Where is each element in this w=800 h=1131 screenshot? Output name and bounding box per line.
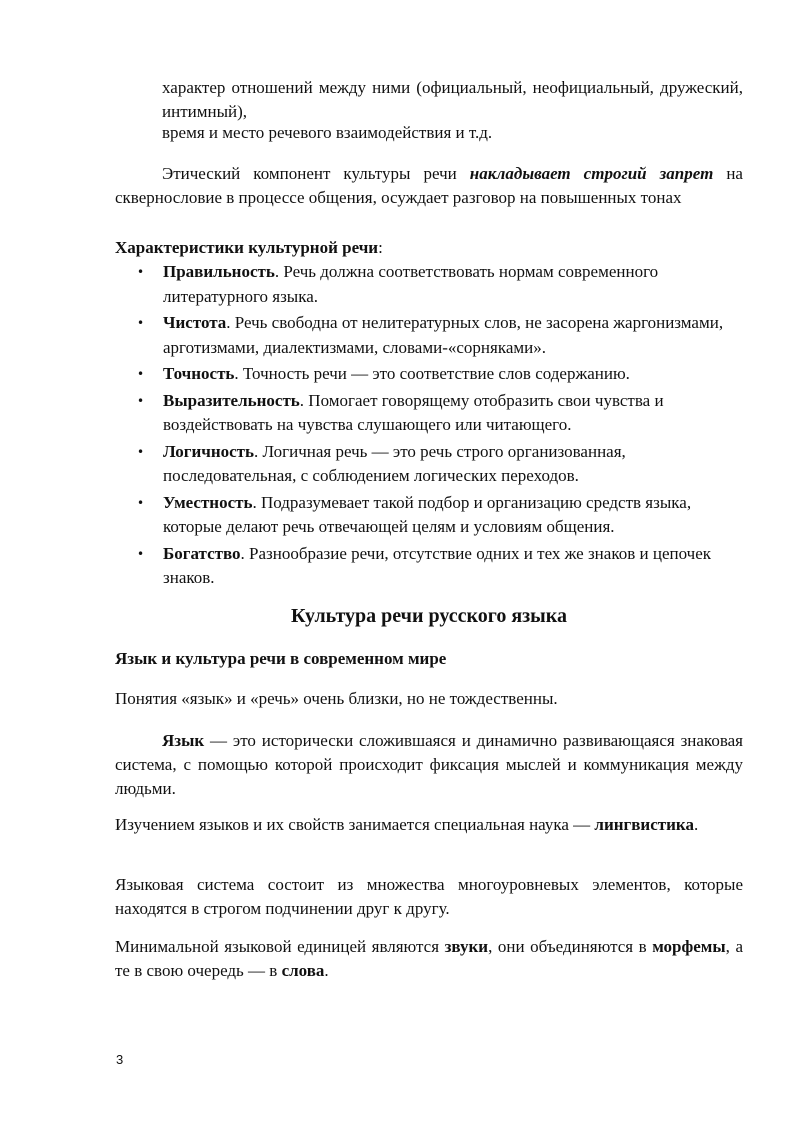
item-term: Логичность — [163, 441, 255, 461]
list-item — [115, 542, 743, 591]
item-term: Уместность — [163, 492, 253, 512]
ethics-text-before: Этический компонент культуры речи — [162, 164, 470, 183]
bullet-icon: • — [137, 546, 145, 561]
item-text: . Логичная речь — это речь строго организованная, последовательная, с соблюдением логических переходов. — [163, 441, 626, 485]
concepts-paragraph: Понятия «язык» и «речь» очень близки, но не тождественны. — [115, 689, 558, 708]
subsection-title-text: Язык и культура речи в современном мире — [115, 649, 447, 668]
list-item — [115, 311, 743, 360]
characteristics-list — [115, 260, 743, 593]
item-text: . Помогает говорящему отобразить свои чувства и воздействовать на чувства слушающего или читающего. — [163, 390, 664, 434]
linguistics-period: . — [693, 815, 699, 834]
subsection-title — [115, 647, 743, 671]
item-text: . Разнообразие речи, отсутствие одних и тех же знаков и цепочек знаков. — [163, 543, 712, 587]
time-place-text: время и место речевого взаимодействия и т.д. — [162, 123, 493, 142]
item-text: . Речь свободна от нелитературных слов, не засорена жаргонизмами, арготизмами, диалектизмами, словами-«сорняками». — [163, 313, 724, 357]
item-text: . Речь должна соответствовать нормам современного литературного языка. — [163, 262, 659, 306]
time-place-line — [162, 121, 743, 145]
linguistics-text: Изучением языков и их свойств занимается специальная наука — — [115, 815, 595, 834]
bullet-icon: • — [137, 393, 145, 408]
characteristics-heading — [115, 236, 743, 260]
ethics-paragraph — [115, 162, 743, 210]
bullet-icon: • — [137, 265, 145, 279]
term-morphemes: морфемы — [652, 937, 726, 956]
minimal-text-g: . — [324, 961, 329, 980]
term-sounds: звуки — [444, 937, 489, 956]
item-term: Чистота — [163, 313, 227, 332]
item-text: . Точность речи — это соответствие слов содержанию. — [234, 364, 630, 383]
item-term: Богатство — [163, 543, 241, 563]
relationship-text: характер отношений между ними (официальный, неофициальный, дружеский, интимный), — [162, 78, 743, 121]
minimal-unit-paragraph — [115, 935, 743, 983]
linguistics-term: лингвистика — [594, 815, 694, 834]
relationship-line — [162, 76, 743, 124]
list-item — [115, 362, 743, 387]
page-number: 3 — [116, 1052, 124, 1067]
characteristics-colon: : — [378, 238, 383, 257]
minimal-text-a: Минимальной языковой единицей являются — [115, 937, 445, 956]
minimal-text-c: , они объединяются в — [488, 937, 653, 956]
list-item — [115, 440, 743, 489]
language-definition-paragraph — [115, 729, 743, 801]
language-term: Язык — [162, 731, 205, 750]
item-term: Правильность — [163, 262, 275, 281]
item-term: Точность — [163, 364, 235, 383]
bullet-icon: • — [137, 495, 145, 510]
language-definition-text: — это исторически сложившаяся и динамично развивающаяся знаковая система, с помощью которой происходит фиксация мыслей и коммуникация между людьми. — [115, 731, 743, 798]
linguistics-paragraph — [115, 813, 743, 837]
minimal-text-e: , а те в свою очередь — в — [115, 937, 743, 980]
bullet-icon: • — [137, 444, 145, 459]
bullet-icon: • — [137, 367, 145, 381]
section-title: Культура речи русского языка — [290, 605, 568, 627]
ethics-emphasis: накладывает строгий запрет — [469, 164, 714, 183]
item-text: . Подразумевает такой подбор и организацию средств языка, которые делают речь отвечающей целям и условиям общения. — [163, 492, 692, 536]
ethics-text-after: на сквернословие в процессе общения, осуждает разговор на повышенных тонах — [115, 164, 743, 207]
list-item — [115, 389, 743, 438]
term-words: слова — [281, 961, 325, 980]
system-paragraph: Языковая система состоит из множества многоуровневых элементов, которые находятся в строгом подчинении друг к другу. — [115, 875, 743, 918]
list-item — [115, 260, 743, 309]
list-item — [115, 491, 743, 540]
item-term: Выразительность — [163, 390, 300, 410]
characteristics-heading-text: Характеристики культурной речи — [115, 238, 379, 257]
bullet-icon: • — [137, 316, 145, 330]
